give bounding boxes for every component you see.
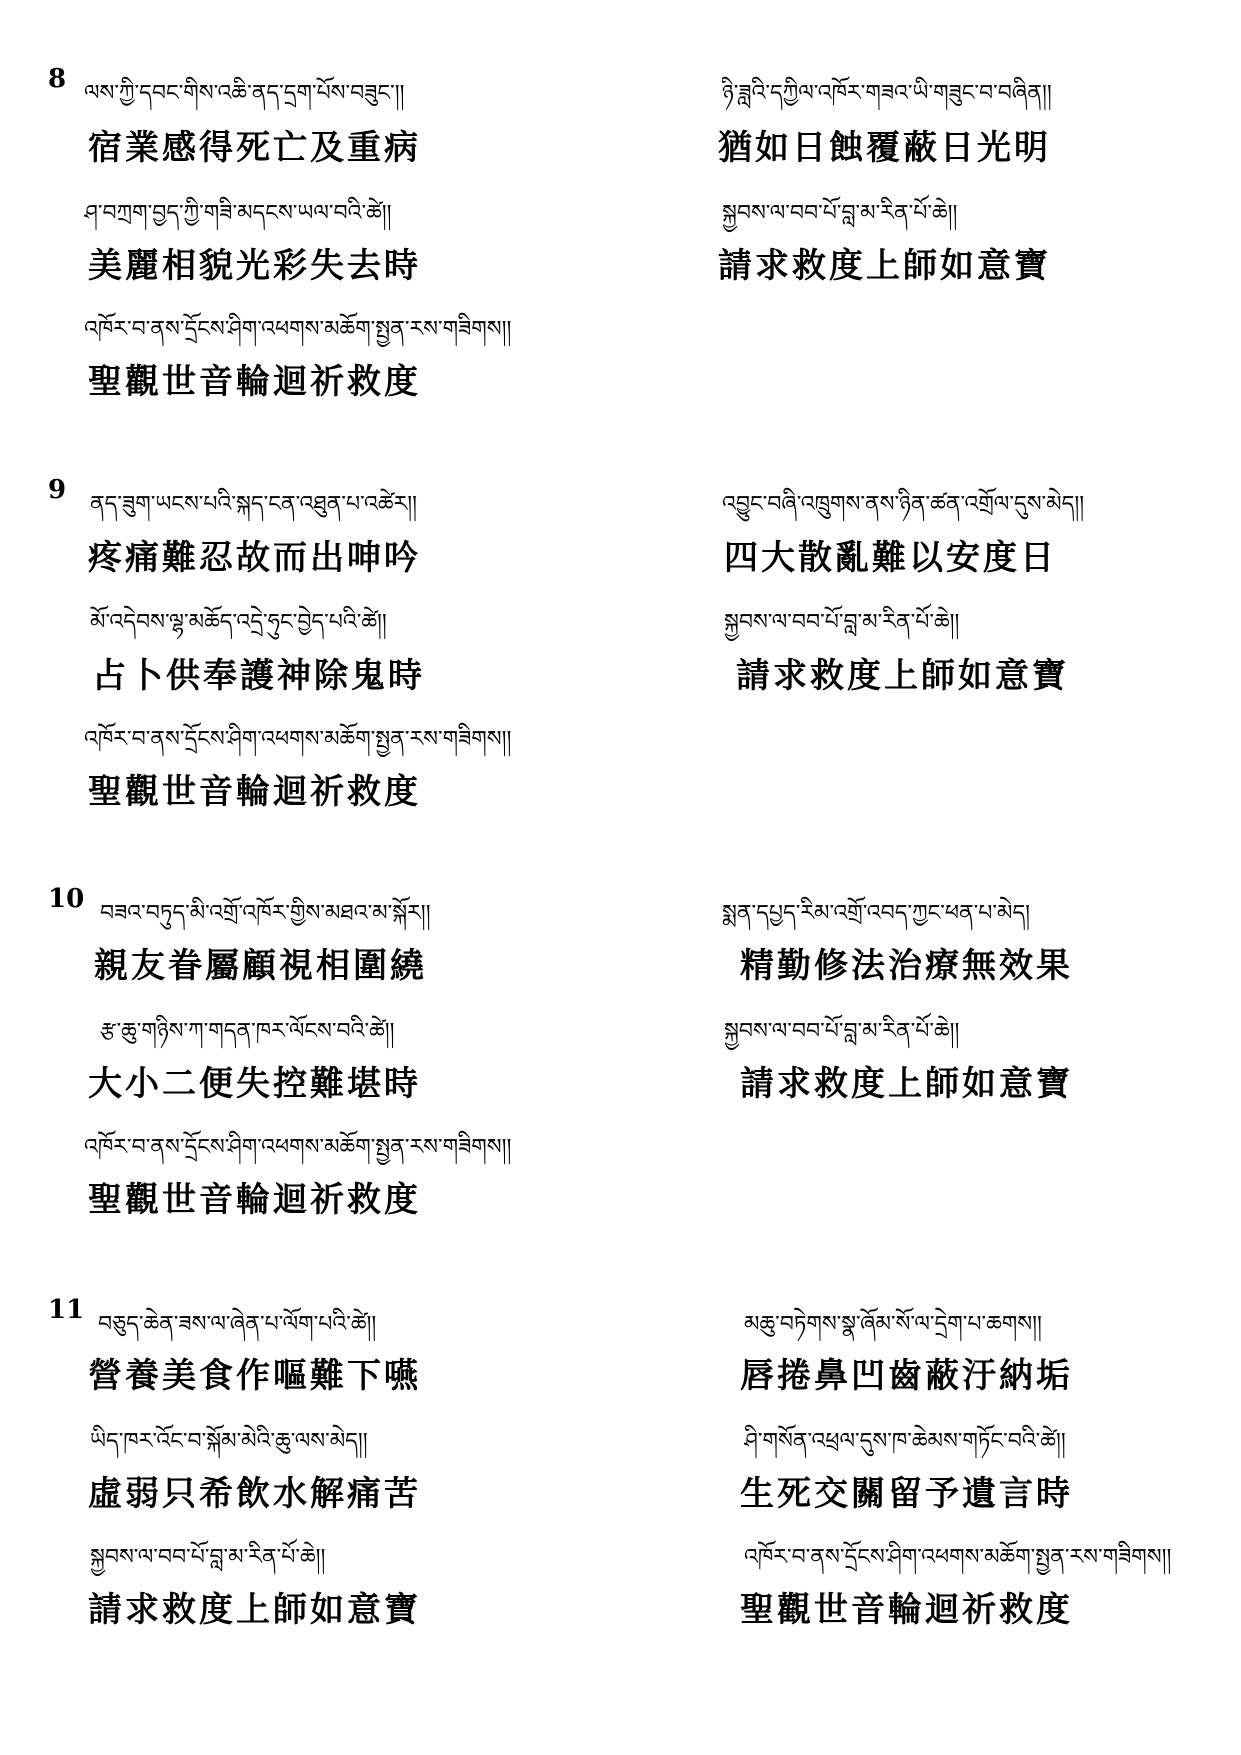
tibetan-line: སྐྱབས་ལ་བབ་པོ་བླ་མ་རིན་པོ་ཆེ།། [724,1019,960,1044]
tibetan-line: ཤ་བཀྲག་བྱད་ཀྱི་གཟི་མདངས་ཡལ་བའི་ཚེ།། [84,201,392,226]
chinese-line: 唇捲鼻凹齒蔽汙納垢 [740,1356,1073,1396]
chinese-line: 親友眷屬顧視相圍繞 [94,946,427,986]
tibetan-line: འཁོར་བ་ནས་དྲོངས་ཤིག་འཕགས་མཆོག་སྤྱན་རས་གཟིགས།། [84,727,512,752]
tibetan-line: འབྱུང་བཞི་འཁྲུགས་ནས་ཉིན་ཚན་འགྲོལ་དུས་མེད།། [722,492,1085,517]
verse-number: 11 [48,1295,85,1325]
chinese-line: 請求救度上師如意寶 [718,246,1051,286]
verse-number: 8 [48,64,67,94]
chinese-line: 營養美食作嘔難下嚥 [88,1356,421,1396]
tibetan-line: ལས་ཀྱི་དབང་གིས་འཆི་ནད་དྲག་པོས་བཟུང་།། [84,81,405,106]
tibetan-line: རྩ་ཆུ་གཉིས་ཀ་གདན་ཁར་ལོངས་བའི་ཚེ།། [100,1019,395,1044]
tibetan-line: འཁོར་བ་ནས་དྲོངས་ཤིག་འཕགས་མཆོག་སྤྱན་རས་གཟིགས།། [744,1545,1172,1570]
tibetan-line: འཁོར་བ་ནས་དྲོངས་ཤིག་འཕགས་མཆོག་སྤྱན་རས་གཟིགས།། [84,317,512,342]
chinese-line: 聖觀世音輪迴祈救度 [88,772,421,812]
tibetan-line: ནད་ཟུག་ཡངས་པའི་སྐད་ངན་འཐུན་པ་འཚེར།། [90,492,418,517]
tibetan-line: མཆུ་བཏེགས་སྣ་ཞོམ་སོ་ལ་དྲེག་པ་ཆགས།། [744,1312,1042,1337]
tibetan-line: འཁོར་བ་ནས་དྲོངས་ཤིག་འཕགས་མཆོག་སྤྱན་རས་གཟིགས།། [84,1135,512,1160]
tibetan-line: སྐྱབས་ལ་བབ་པོ་བླ་མ་རིན་པོ་ཆེ།། [724,610,960,635]
chinese-line: 請求救度上師如意寶 [736,656,1069,696]
chinese-line: 請求救度上師如意寶 [740,1064,1073,1104]
tibetan-line: མོ་འདེབས་ལྷ་མཆོད་འདྲེ་ཧུང་བྱེད་པའི་ཚེ།། [90,610,387,635]
tibetan-line: ཡིད་ཁར་འོང་བ་སྐོམ་མེའི་ཆུ་ལས་མེད།། [90,1429,368,1454]
chinese-line: 占卜供奉護神除鬼時 [92,656,425,696]
chinese-line: 生死交關留予遺言時 [740,1474,1073,1514]
tibetan-line: སྐྱབས་ལ་བབ་པོ་བླ་མ་རིན་པོ་ཆེ།། [722,201,958,226]
verse-number: 10 [48,884,85,914]
chinese-line: 請求救度上師如意寶 [88,1590,421,1630]
chinese-line: 精勤修法治療無效果 [740,946,1073,986]
chinese-line: 宿業感得死亡及重病 [88,128,421,168]
tibetan-line: ཉི་ཟླའི་དཀྱིལ་འཁོར་གཟའ་ཡི་གཟུང་བ་བཞིན།། [722,81,1052,106]
chinese-line: 虛弱只希飲水解痛苦 [88,1474,421,1514]
chinese-line: 聖觀世音輪迴祈救度 [88,1180,421,1220]
chinese-line: 聖觀世音輪迴祈救度 [88,362,421,402]
tibetan-line: སྐྱབས་ལ་བབ་པོ་བླ་མ་རིན་པོ་ཆེ།། [90,1545,326,1570]
verse-number: 9 [48,475,67,505]
tibetan-line: བཅུད་ཆེན་ཟས་ལ་ཞེན་པ་ལོག་པའི་ཚེ།། [98,1312,377,1337]
chinese-line: 疼痛難忍故而出呻吟 [88,538,421,578]
chinese-line: 美麗相貌光彩失去時 [88,246,421,286]
tibetan-line: བཟའ་བཏུད་མི་འགྲོ་འཁོར་གྱིས་མཐའ་མ་སྐོར།། [100,901,431,926]
tibetan-line: སྨན་དཔྱད་རིམ་འགྲོ་འབད་ཀྱང་ཕན་པ་མེད། [722,901,1031,926]
chinese-line: 聖觀世音輪迴祈救度 [740,1590,1073,1630]
chinese-line: 猶如日蝕覆蔽日光明 [718,128,1051,168]
tibetan-line: ཤི་གསོན་འཕྲལ་དུས་ཁ་ཆེམས་གཏོང་བའི་ཚེ།། [744,1429,1066,1454]
chinese-line: 大小二便失控難堪時 [88,1064,421,1104]
chinese-line: 四大散亂難以安度日 [724,538,1057,578]
